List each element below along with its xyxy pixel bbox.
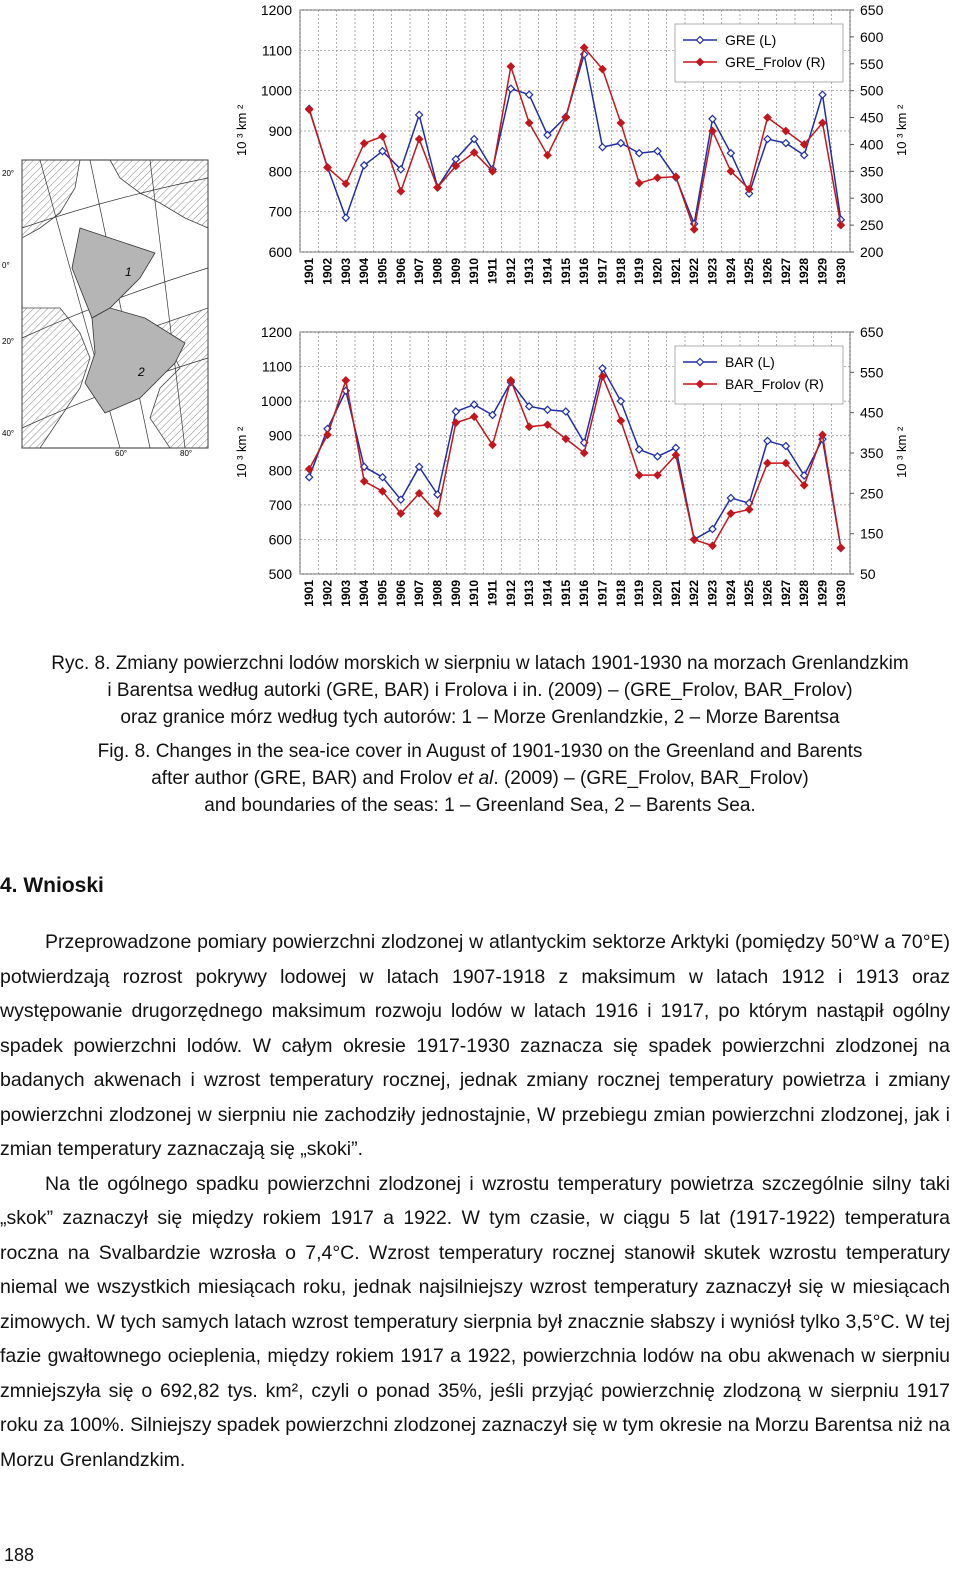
y-tick-label-left: 900 [268,123,292,139]
x-tick-label: 1910 [467,258,482,285]
x-tick-label: 1914 [540,258,555,285]
section-heading: 4. Wnioski [0,874,104,897]
y-tick-label-right: 50 [860,566,876,582]
x-tick-label: 1904 [357,258,372,285]
x-tick-label: 1918 [613,258,628,285]
barents-ice-chart [220,322,920,622]
x-tick-label: 1927 [778,580,793,607]
x-tick-label: 1913 [522,258,537,285]
lon-label: 80° [180,449,193,458]
y-tick-label-right: 300 [860,190,884,207]
sea-boundaries-map [0,158,212,458]
legend-label: GRE (L) [725,32,777,48]
x-tick-label: 1925 [742,580,757,607]
x-tick-label: 1920 [650,258,665,285]
x-tick-label: 1907 [412,258,427,285]
y-tick-label-left: 600 [268,531,292,548]
x-tick-label: 1921 [668,258,683,285]
figure-caption-en [0,738,960,819]
y-tick-label-right: 650 [860,324,884,340]
x-tick-label: 1928 [797,580,812,607]
x-tick-label: 1907 [412,580,427,607]
x-tick-label: 1912 [503,580,518,607]
x-tick-label: 1923 [705,258,720,285]
y-tick-label-left: 1000 [260,393,292,410]
paragraph: Przeprowadzone pomiary powierzchni zlodzonej w atlantyckim sektorze Arktyki (pomiędzy 50°W a 70°E) potwierdzają rozrost pokrywy lodowej w latach 1907-1918 z maksimum w latach 1912 i 1913 oraz występowanie drugorzędnego maksimum rozwoju lodów w latach 1916 i 1917, po którym nastąpił ogólny spadek powierzchni lodów. W całym okresie 1917-1930 zaznacza się spadek powierzchni zlodzonej na badanych akwenach i wzrost temperatury rocznej, jednak zmiany rocznej temperatury powietrza i zmiany powierzchni zlodzonej w sierpniu nie zachodziły jednostajnie, W przebiegu zmian powierzchni zlodzonej, jak i zmian temperatury zaznaczają się „skoki”. [0,931,950,1160]
y-tick-label-right: 200 [860,244,884,260]
lat-label: 0° [2,261,10,270]
x-tick-label: 1916 [577,580,592,607]
x-tick-label: 1910 [467,580,482,607]
x-tick-label: 1914 [540,580,555,607]
greenland-ice-chart [220,0,920,300]
page-number: 188 [4,1545,35,1565]
x-tick-label: 1922 [687,258,702,285]
x-tick-label: 1904 [357,580,372,607]
region-label-2: 2 [138,365,145,379]
y-axis-unit-left: 10 ³ km ² [234,104,249,156]
y-tick-label-left: 1100 [261,358,292,375]
x-tick-label: 1925 [742,258,757,285]
caption-en-line [0,765,960,792]
y-tick-label-right: 600 [860,28,884,45]
y-tick-label-right: 250 [860,217,884,234]
x-tick-label: 1906 [393,258,408,285]
x-tick-label: 1930 [833,580,848,607]
paragraph: Na tle ogólnego spadku powierzchni zlodzonej i wzrostu temperatury powietrza szczególnie silny taki „skok” zaznaczył się między rokiem 1917 a 1922. W tym czasie, w ciągu 5 lat (1917-1922) temperatura roczna na Svalbardzie wzrosła o 7,4°C. Wzrost temperatury rocznej stanowił skutek wzrostu temperatury niemal we wszystkich miesiącach roku, jednak najsilniejszy wzrost temperatury zaznaczył się w miesiącach zimowych. W tych samych latach wzrost temperatury sierpnia był znacznie słabszy i wyniósł tylko 3,5°C. W tej fazie gwałtownego ocieplenia, między rokiem 1917 a 1922, powierzchnia lodów na obu akwenach w sierpniu zmniejszyła się o 692,82 tys. km², czyli o ponad 35%, jeśli przyjąć powierzchnię zlodzoną w sierpniu 1917 roku za 100%. Silniejszy spadek powierzchni zlodzonej zaznaczył się w tym okresie na Morzu Barentsa niż na Morzu Grenlandzkim. [0,1172,950,1471]
caption-en-line: Fig. 8. Changes in the sea-ice cover in August of 1901-1930 on the Greenland and Barents [97,741,863,762]
x-tick-label: 1913 [522,580,537,607]
y-tick-label-left: 1000 [260,82,292,99]
section-body [0,925,950,1477]
x-tick-label: 1929 [815,258,830,285]
x-tick-label: 1926 [760,580,775,607]
caption-en-line: and boundaries of the seas: 1 – Greenland Sea, 2 – Barents Sea. [204,795,756,816]
y-tick-label-right: 550 [860,364,884,381]
x-tick-label: 1920 [650,580,665,607]
lat-label: 40° [2,429,15,438]
figure-caption-pl [0,650,960,731]
legend-label: BAR (L) [725,354,775,370]
x-tick-label: 1912 [503,258,518,285]
lat-label: 20° [2,169,15,178]
y-tick-label-right: 350 [860,163,884,180]
y-tick-label-left: 1200 [260,324,292,340]
y-tick-label-left: 900 [268,427,292,444]
caption-en-italic: et al [457,768,494,789]
y-tick-label-right: 400 [860,136,884,153]
x-tick-label: 1919 [632,580,647,607]
caption-pl-line: Ryc. 8. Zmiany powierzchni lodów morskich w sierpniu w latach 1901-1930 na morzach Grenlandzkim [51,653,909,674]
x-tick-label: 1924 [723,580,738,607]
y-tick-label-left: 500 [268,566,292,582]
x-tick-label: 1924 [723,258,738,285]
x-tick-label: 1922 [687,580,702,607]
x-tick-label: 1917 [595,258,610,285]
x-tick-label: 1909 [448,580,463,607]
y-tick-label-right: 250 [860,485,884,502]
y-tick-label-left: 1100 [261,42,292,59]
y-tick-label-left: 1200 [260,2,292,18]
x-tick-label: 1906 [393,580,408,607]
y-axis-unit-right: 10 ³ km ² [894,104,909,156]
x-tick-label: 1905 [375,258,390,285]
x-tick-label: 1915 [558,580,573,607]
x-tick-label: 1926 [760,258,775,285]
legend-label: GRE_Frolov (R) [725,54,826,70]
x-tick-label: 1903 [338,258,353,285]
caption-pl-line: i Barentsa według autorki (GRE, BAR) i Frolova i in. (2009) – (GRE_Frolov, BAR_Frolov) [107,680,853,701]
y-tick-label-right: 450 [860,404,884,421]
x-tick-label: 1902 [320,580,335,607]
x-tick-label: 1927 [778,258,793,285]
y-tick-label-right: 550 [860,55,884,72]
legend-label: BAR_Frolov (R) [725,376,824,392]
y-tick-label-right: 650 [860,2,884,18]
y-tick-label-right: 500 [860,82,884,99]
x-tick-label: 1915 [558,258,573,285]
x-tick-label: 1917 [595,580,610,607]
region-label-1: 1 [125,265,132,279]
y-tick-label-right: 350 [860,445,884,461]
y-tick-label-left: 600 [268,244,292,260]
x-tick-label: 1901 [302,258,317,285]
x-tick-label: 1923 [705,580,720,607]
caption-en-text: . (2009) – (GRE_Frolov, BAR_Frolov) [493,768,809,789]
lat-label: 20° [2,337,15,346]
y-tick-label-left: 800 [268,163,292,180]
y-axis-unit-left: 10 ³ km ² [234,426,249,478]
x-tick-label: 1901 [302,580,317,607]
y-tick-label-right: 450 [860,109,884,126]
x-tick-label: 1911 [485,580,500,607]
x-tick-label: 1909 [448,258,463,285]
x-tick-label: 1908 [430,258,445,285]
y-tick-label-left: 800 [268,462,292,479]
x-tick-label: 1916 [577,258,592,285]
x-tick-label: 1911 [485,258,500,285]
x-tick-label: 1908 [430,580,445,607]
x-tick-label: 1918 [613,580,628,607]
y-tick-label-right: 150 [860,525,884,542]
y-tick-label-left: 700 [268,203,292,220]
y-tick-label-left: 700 [268,496,292,513]
x-tick-label: 1902 [320,258,335,285]
x-tick-label: 1921 [668,580,683,607]
caption-pl-line: oraz granice mórz według tych autorów: 1 – Morze Grenlandzkie, 2 – Morze Barentsa [120,707,840,728]
lon-label: 60° [115,449,128,458]
x-tick-label: 1928 [797,258,812,285]
x-tick-label: 1919 [632,258,647,285]
caption-en-text: after author (GRE, BAR) and Frolov [151,768,458,789]
x-tick-label: 1903 [338,580,353,607]
x-tick-label: 1905 [375,580,390,607]
x-tick-label: 1929 [815,580,830,607]
y-axis-unit-right: 10 ³ km ² [894,426,909,478]
x-tick-label: 1930 [833,258,848,285]
